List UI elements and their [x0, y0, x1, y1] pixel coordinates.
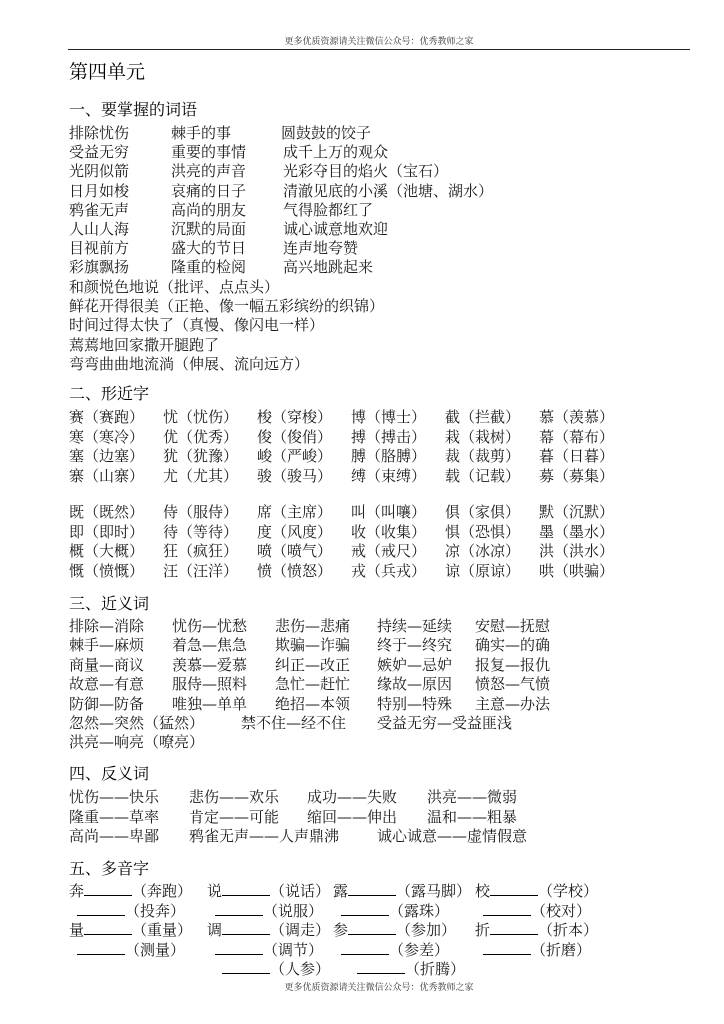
- polyphone-entry: [207, 902, 323, 921]
- pinyin-blank-input[interactable]: [215, 941, 263, 955]
- polyphone-word: （说话）: [270, 882, 331, 900]
- antonym-pair: 缩回——伸出: [307, 807, 398, 826]
- synonym-pair: 棘手—麻烦: [69, 636, 145, 655]
- pinyin-blank-input[interactable]: [215, 902, 263, 916]
- synonym-pair: 受益无穷—受益匪浅: [377, 714, 513, 732]
- similar-char-entry: 寒（寒冷）: [69, 427, 145, 446]
- similar-char-entry: 愤（愤怒）: [257, 561, 333, 580]
- antonym-pair: 悲伤——欢乐: [189, 788, 280, 806]
- similar-char-entry: 搏（搏击）: [351, 427, 427, 446]
- polyphone-entry: [207, 921, 330, 940]
- vocab-word: 高兴地跳起来: [283, 258, 374, 277]
- similar-char-entry: 截（拦截）: [445, 408, 521, 426]
- vocab-word: 棘手的事: [171, 124, 232, 142]
- similar-char-entry: 喷（喷气）: [257, 542, 333, 560]
- polyphone-word: （奔跑）: [132, 882, 193, 900]
- vocab-word: 排除忧伤: [69, 124, 130, 142]
- vocab-word: 人山人海: [69, 220, 130, 238]
- similar-char-entry: 戒（戒尺）: [351, 542, 427, 560]
- synonym-pair: 确实—的确: [475, 636, 551, 655]
- pinyin-blank-input[interactable]: [490, 921, 538, 935]
- similar-char-entry: 优（优秀）: [163, 427, 239, 446]
- vocab-word: 盛大的节日: [171, 239, 247, 258]
- polyphone-char: 露: [333, 882, 349, 900]
- polyphone-char: 量: [69, 921, 85, 939]
- vocab-word: 洪亮的声音: [171, 162, 247, 181]
- polyphone-word: （折磨）: [531, 941, 592, 959]
- similar-char-entry: 慨（愤慨）: [69, 561, 145, 580]
- antonym-pair: 高尚——卑鄙: [69, 827, 160, 845]
- similar-char-entry: 叫（叫嚷）: [351, 503, 427, 521]
- polyphone-char: 说: [207, 882, 223, 900]
- pinyin-blank-input[interactable]: [84, 882, 132, 896]
- vocab-word: 成千上万的观众: [283, 143, 389, 162]
- polyphone-word: （说服）: [263, 902, 324, 920]
- pinyin-blank-input[interactable]: [341, 902, 389, 916]
- pinyin-blank-input[interactable]: [490, 882, 538, 896]
- similar-char-entry: 谅（原谅）: [445, 561, 521, 580]
- vocab-word: 诚心诚意地欢迎: [283, 220, 389, 238]
- section-title-antonyms: 四、反义词: [69, 764, 150, 783]
- antonym-pair: 成功——失败: [307, 788, 398, 806]
- pinyin-blank-input[interactable]: [348, 921, 396, 935]
- polyphone-word: （重量）: [132, 921, 193, 939]
- similar-char-entry: 赛（赛跑）: [69, 408, 145, 426]
- polyphone-entry: [207, 882, 330, 901]
- similar-char-entry: 戎（兵戎）: [351, 561, 427, 580]
- polyphone-word: （人参）: [270, 960, 331, 978]
- similar-char-entry: 忧（忧伤）: [163, 408, 239, 426]
- section-title-similar-chars: 二、形近字: [69, 384, 150, 403]
- synonym-pair: 洪亮—响亮（嘹亮）: [69, 733, 205, 751]
- vocab-word: 圆鼓鼓的饺子: [281, 124, 372, 142]
- synonym-pair: 愤怒—气愤: [475, 675, 551, 694]
- similar-char-entry: 待（等待）: [163, 522, 239, 541]
- pinyin-blank-input[interactable]: [77, 941, 125, 955]
- similar-char-entry: 凉（冰凉）: [445, 542, 521, 560]
- polyphone-entry: [207, 941, 323, 960]
- pinyin-blank-input[interactable]: [84, 921, 132, 935]
- vocab-word: 高尚的朋友: [171, 200, 247, 219]
- similar-char-entry: 即（即时）: [69, 522, 145, 541]
- similar-char-entry: 墨（墨水）: [539, 522, 615, 541]
- pinyin-blank-input[interactable]: [341, 941, 389, 955]
- synonym-pair: 欺骗—诈骗: [275, 636, 351, 655]
- polyphone-word: （测量）: [125, 941, 186, 959]
- antonym-pair: 温和——粗暴: [427, 807, 518, 826]
- vocab-word: 鸦雀无声: [69, 200, 130, 219]
- synonym-pair: 商量—商议: [69, 655, 145, 674]
- similar-char-entry: 默（沉默）: [539, 503, 615, 521]
- pinyin-blank-input[interactable]: [348, 882, 396, 896]
- similar-char-entry: 收（收集）: [351, 522, 427, 541]
- vocab-phrase: 时间过得太快了（真慢、像闪电一样）: [69, 316, 325, 335]
- similar-char-entry: 既（既然）: [69, 503, 145, 521]
- similar-char-entry: 博（博士）: [351, 408, 427, 426]
- similar-char-entry: 犹（犹豫）: [163, 447, 239, 465]
- similar-char-entry: 梭（穿梭）: [257, 408, 333, 426]
- page-footer: 更多优质资源请关注微信公众号：优秀教师之家: [284, 983, 474, 993]
- vocab-word: 连声地夸赞: [283, 239, 359, 258]
- polyphone-entry: [69, 882, 192, 901]
- polyphone-word: （露珠）: [389, 902, 450, 920]
- polyphone-word: （调走）: [270, 921, 331, 939]
- vocab-word: 光阴似箭: [69, 162, 130, 181]
- similar-char-entry: 俊（俊俏）: [257, 427, 333, 446]
- page-header: 更多优质资源请关注微信公众号：优秀教师之家: [68, 34, 690, 50]
- antonym-pair: 肯定——可能: [189, 807, 280, 826]
- similar-char-entry: 裁（裁剪）: [445, 447, 521, 465]
- polyphone-word: （参加）: [396, 921, 457, 939]
- similar-char-entry: 惧（恐惧）: [445, 522, 521, 541]
- polyphone-char: 奔: [69, 882, 85, 900]
- vocab-word: 气得脸都红了: [283, 200, 374, 219]
- polyphone-word: （调节）: [263, 941, 324, 959]
- vocab-phrase: 鲜花开得很美（正艳、像一幅五彩缤纷的织锦）: [69, 297, 385, 316]
- similar-char-entry: 寨（山寨）: [69, 466, 145, 485]
- similar-char-entry: 度（风度）: [257, 522, 333, 541]
- synonym-pair: 主意—办法: [475, 694, 551, 713]
- similar-char-entry: 幕（幕布）: [539, 427, 615, 446]
- section-title-synonyms: 三、近义词: [69, 594, 150, 613]
- synonym-pair: 缘故—原因: [377, 675, 453, 694]
- polyphone-entry: [333, 902, 449, 921]
- vocab-word: 清澈见底的小溪（池塘、湖水）: [283, 181, 494, 200]
- similar-char-entry: 栽（栽树）: [445, 427, 521, 446]
- similar-char-entry: 尤（尤其）: [163, 466, 239, 485]
- polyphone-entry: [214, 960, 330, 979]
- section-title-polyphones: 五、多音字: [69, 859, 150, 878]
- similar-char-entry: 狂（疯狂）: [163, 542, 239, 560]
- vocab-word: 日月如梭: [69, 181, 130, 200]
- synonym-pair: 报复—报仇: [475, 655, 551, 674]
- polyphone-word: （露马脚）: [396, 882, 472, 900]
- synonym-pair: 服侍—照料: [172, 675, 248, 694]
- similar-char-entry: 侍（服侍）: [163, 503, 239, 521]
- polyphone-entry: [333, 921, 456, 940]
- similar-char-entry: 缚（束缚）: [351, 466, 427, 485]
- pinyin-blank-input[interactable]: [483, 941, 531, 955]
- vocab-word: 目视前方: [69, 239, 130, 258]
- synonym-pair: 忽然—突然（猛然）: [69, 714, 205, 732]
- synonym-pair: 故意—有意: [69, 675, 145, 694]
- similar-char-entry: 洪（洪水）: [539, 542, 615, 560]
- vocab-phrase: 蔫蔫地回家撒开腿跑了: [69, 335, 220, 354]
- vocab-word: 重要的事情: [171, 143, 247, 162]
- similar-char-entry: 汪（汪洋）: [163, 561, 239, 580]
- polyphone-entry: [69, 921, 192, 940]
- polyphone-word: （参差）: [389, 941, 450, 959]
- similar-char-entry: 膊（胳膊）: [351, 447, 427, 465]
- section-title-vocab: 一、要掌握的词语: [69, 100, 198, 119]
- vocab-phrase: 和颜悦色地说（批评、点点头）: [69, 278, 280, 296]
- synonym-pair: 终于—终究: [377, 636, 453, 655]
- polyphone-entry: [475, 941, 591, 960]
- vocab-phrase: 弯弯曲曲地流淌（伸展、流向远方）: [69, 354, 310, 373]
- synonym-pair: 悲伤—悲痛: [275, 617, 351, 635]
- similar-char-entry: 俱（家俱）: [445, 503, 521, 521]
- synonym-pair: 特别—特殊: [377, 694, 453, 713]
- polyphone-word: （折本）: [538, 921, 599, 939]
- antonym-pair: 忧伤——快乐: [69, 788, 160, 806]
- synonym-pair: 急忙—赶忙: [275, 675, 351, 694]
- polyphone-entry: [475, 902, 591, 921]
- vocab-word: 彩旗飘扬: [69, 258, 130, 277]
- similar-char-entry: 塞（边塞）: [69, 447, 145, 465]
- polyphone-entry: [69, 941, 185, 960]
- similar-char-entry: 暮（日暮）: [539, 447, 615, 465]
- synonym-pair: 嫉妒—忌妒: [377, 655, 453, 674]
- synonym-pair: 着急—焦急: [172, 636, 248, 655]
- pinyin-blank-input[interactable]: [222, 960, 270, 974]
- pinyin-blank-input[interactable]: [357, 960, 405, 974]
- polyphone-word: （校对）: [531, 902, 592, 920]
- polyphone-word: （投奔）: [125, 902, 186, 920]
- synonym-pair: 排除—消除: [69, 617, 145, 635]
- synonym-pair: 忧伤—忧愁: [172, 617, 248, 635]
- synonym-pair: 唯独—单单: [172, 694, 248, 713]
- similar-char-entry: 载（记载）: [445, 466, 521, 485]
- polyphone-entry: [475, 921, 598, 940]
- polyphone-entry: [69, 902, 185, 921]
- similar-char-entry: 慕（羡慕）: [539, 408, 615, 426]
- polyphone-entry: [349, 960, 465, 979]
- polyphone-entry: [475, 882, 598, 901]
- polyphone-char: 调: [207, 921, 223, 939]
- synonym-pair: 绝招—本领: [275, 694, 351, 713]
- similar-char-entry: 哄（哄骗）: [539, 561, 615, 580]
- polyphone-char: 参: [333, 921, 349, 939]
- polyphone-char: 折: [475, 921, 491, 939]
- vocab-word: 沉默的局面: [171, 220, 247, 238]
- pinyin-blank-input[interactable]: [77, 902, 125, 916]
- pinyin-blank-input[interactable]: [222, 882, 270, 896]
- similar-char-entry: 峻（严峻）: [257, 447, 333, 465]
- synonym-pair: 防御—防备: [69, 694, 145, 713]
- antonym-pair: 诚心诚意——虚情假意: [377, 827, 528, 845]
- synonym-pair: 持续—延续: [377, 617, 453, 635]
- synonym-pair: 禁不住—经不住: [241, 714, 347, 732]
- vocab-word: 受益无穷: [69, 143, 130, 162]
- synonym-pair: 安慰—抚慰: [475, 617, 551, 635]
- polyphone-word: （学校）: [538, 882, 599, 900]
- pinyin-blank-input[interactable]: [483, 902, 531, 916]
- similar-char-entry: 骏（骏马）: [257, 466, 333, 485]
- synonym-pair: 羡慕—爱慕: [172, 655, 248, 674]
- polyphone-entry: [333, 941, 449, 960]
- pinyin-blank-input[interactable]: [222, 921, 270, 935]
- similar-char-entry: 募（募集）: [539, 466, 615, 485]
- antonym-pair: 隆重——草率: [69, 807, 160, 826]
- polyphone-entry: [333, 882, 471, 901]
- similar-char-entry: 席（主席）: [257, 503, 333, 521]
- page-title: 第四单元: [69, 61, 146, 83]
- vocab-word: 哀痛的日子: [171, 181, 247, 200]
- vocab-word: 隆重的检阅: [171, 258, 247, 277]
- polyphone-word: （折腾）: [405, 960, 466, 978]
- vocab-word: 光彩夺目的焰火（宝石）: [283, 162, 449, 181]
- antonym-pair: 鸦雀无声——人声鼎沸: [189, 827, 340, 845]
- antonym-pair: 洪亮——微弱: [427, 788, 518, 806]
- synonym-pair: 纠正—改正: [275, 655, 351, 674]
- polyphone-char: 校: [475, 882, 491, 900]
- similar-char-entry: 概（大概）: [69, 542, 145, 560]
